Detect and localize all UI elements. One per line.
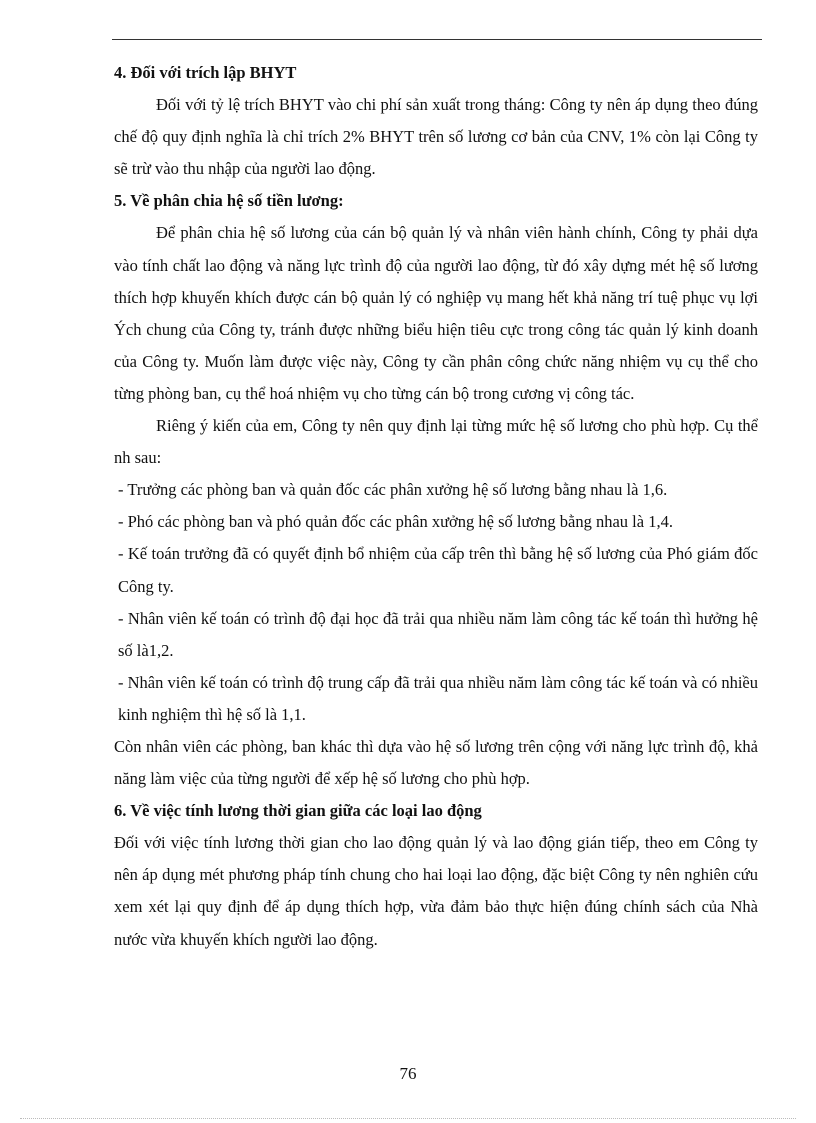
page-number: 76 — [399, 1064, 417, 1083]
document-body — [114, 57, 758, 956]
paragraph-time-wage: Đối với việc tính lương thời gian cho lao động quản lý và lao động gián tiếp, theo em Công ty nên áp dụng mét phương pháp tính chung cho hai loại lao động, đặc biệt Công ty nên nghiên cứu xem xét lại quy định để áp dụng thích hợp, vừa đảm bảo thực hiện đúng chính sách của Nhà nước vừa khuyến khích người lao động. — [114, 833, 758, 949]
list-item-deputies: - Phó các phòng ban và phó quản đốc các phân xưởng hệ số lương bằng nhau là 1,4. — [118, 512, 673, 532]
section-heading-4: 4. Đối với trích lập BHYT — [114, 63, 297, 82]
paragraph-bhyt: Đối với tỷ lệ trích BHYT vào chi phí sản xuất trong tháng: Công ty nên áp dụng theo đúng chế độ quy định nghĩa là chỉ trích 2% BHYT trên số lương cơ bản của CNV, 1% còn lại Công ty sẽ trừ vào thu nhập của người lao động. — [114, 95, 758, 179]
list-item-college-accountant: - Nhân viên kế toán có trình độ trung cấp đã trải qua nhiều năm làm công tác kế toán và có nhiều kinh nghiệm thì hệ số là 1,1. — [118, 672, 758, 724]
paragraph-other-staff: Còn nhân viên các phòng, ban khác thì dựa vào hệ số lương trên cộng với năng lực trình độ, khả năng làm việc của từng người để xếp hệ số lương cho phù hợp. — [114, 736, 758, 789]
list-item-university-accountant: - Nhân viên kế toán có trình độ đại học đã trải qua nhiều năm làm công tác kế toán thì hưởng hệ số là1,2. — [118, 608, 758, 660]
paragraph-coefficient-division: Để phân chia hệ số lương của cán bộ quản lý và nhân viên hành chính, Công ty phải dựa vào tính chất lao động và năng lực trình độ của người lao động, từ đó xây dựng mét hệ số lương thích hợp khuyến khích được cán bộ quản lý có nghiệp vụ mang hết khả năng trí tuệ phục vụ lợi Ých chung của Công ty, tránh được những biểu hiện tiêu cực trong công tác quản lý kinh doanh của Công ty. Muốn làm được việc này, Công ty cần phân công chức năng nhiệm vụ cụ thể cho từng phòng ban, cụ thể hoá nhiệm vụ cho từng cán bộ trong cương vị công tác. — [114, 223, 758, 403]
paragraph-opinion: Riêng ý kiến của em, Công ty nên quy định lại từng mức hệ số lương cho phù hợp. Cụ thể nh sau: — [114, 416, 758, 468]
footer-rule — [20, 1118, 796, 1119]
section-heading-5: 5. Về phân chia hệ số tiền lương: — [114, 191, 344, 211]
list-item-chief-accountant: - Kế toán trưởng đã có quyết định bổ nhiệm của cấp trên thì bằng hệ số lương của Phó giám đốc Công ty. — [118, 544, 758, 596]
section-heading-6: 6. Về việc tính lương thời gian giữa các loại lao động — [114, 801, 482, 821]
list-item-heads: - Trưởng các phòng ban và quản đốc các phân xưởng hệ số lương bằng nhau là 1,6. — [118, 480, 668, 500]
header-rule — [112, 39, 762, 40]
